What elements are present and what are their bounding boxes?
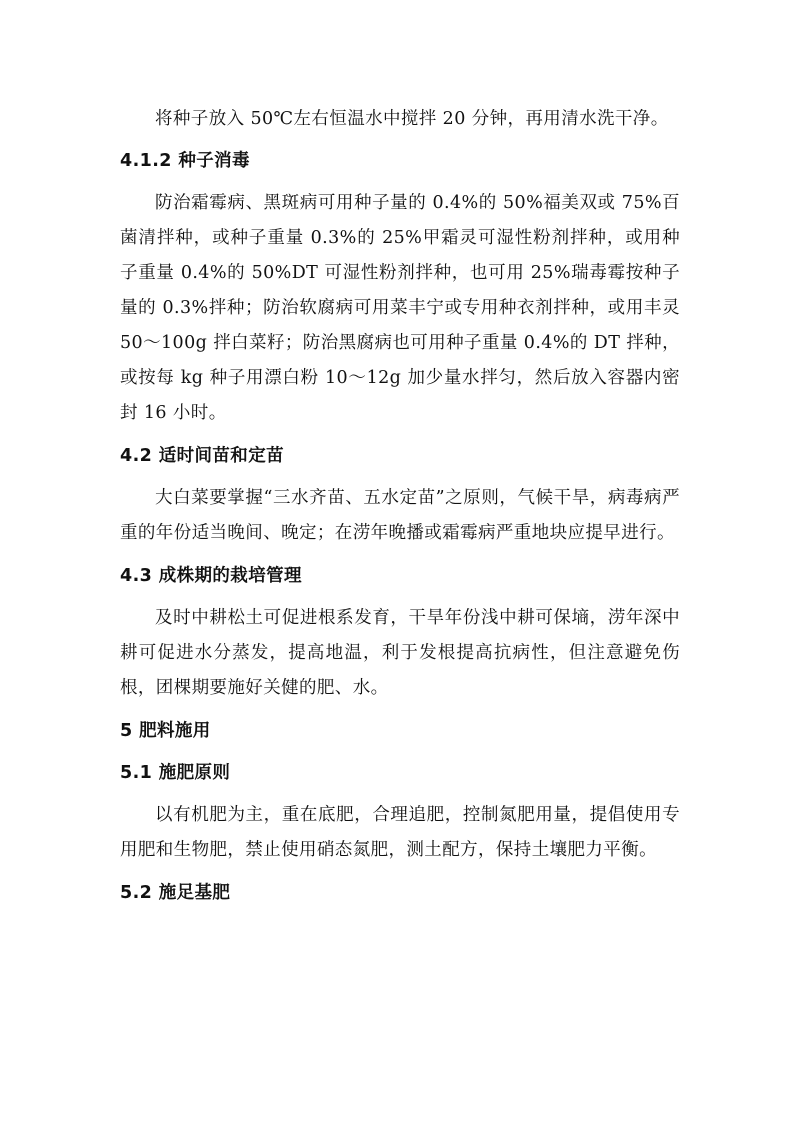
heading-5: 5 肥料施用 bbox=[120, 721, 211, 741]
heading-4-3: 4.3 成株期的栽培管理 bbox=[120, 566, 302, 586]
document-body bbox=[120, 102, 680, 911]
heading-5-2: 5.2 施足基肥 bbox=[120, 883, 231, 903]
heading-5-1: 5.1 施肥原则 bbox=[120, 763, 231, 783]
paragraph-thinning: 大白菜要掌握“三水齐苗、五水定苗”之原则，气候干旱，病毒病严重的年份适当晚间、晚定；在涝年晚播或霜霉病严重地块应提早进行。 bbox=[120, 488, 680, 543]
heading-4-1-2: 4.1.2 种子消毒 bbox=[120, 151, 250, 171]
paragraph-seed-disinfection: 防治霜霉病、黑斑病可用种子量的 0.4%的 50%福美双或 75%百菌清拌种，或种子重量 0.3%的 25%甲霜灵可湿性粉剂拌种，或用种子重量 0.4%的 50%DT 可湿性粉剂拌种，也可用 25%瑞毒霉按种子量的 0.3%拌种；防治软腐病可用菜丰宁或专用种衣剂拌种，或用丰灵 50～100g 拌白菜籽；防治黑腐病也可用种子重量 0.4%的 DT 拌种，或按每 kg 种子用漂白粉 10～12g 加少量水拌匀，然后放入容器内密封 16 小时。 bbox=[120, 193, 680, 423]
paragraph-seed-soaking: 将种子放入 50℃左右恒温水中搅拌 20 分钟，再用清水洗干净。 bbox=[155, 109, 669, 129]
paragraph-cultivation: 及时中耕松土可促进根系发育，干旱年份浅中耕可保墒，涝年深中耕可促进水分蒸发，提高地温，利于发根提高抗病性，但注意避免伤根，团棵期要施好关健的肥、水。 bbox=[120, 608, 680, 698]
heading-4-2: 4.2 适时间苗和定苗 bbox=[120, 446, 284, 466]
paragraph-fertilizer-principle: 以有机肥为主，重在底肥，合理追肥，控制氮肥用量，提倡使用专用肥和生物肥，禁止使用硝态氮肥，测土配方，保持土壤肥力平衡。 bbox=[120, 805, 680, 860]
